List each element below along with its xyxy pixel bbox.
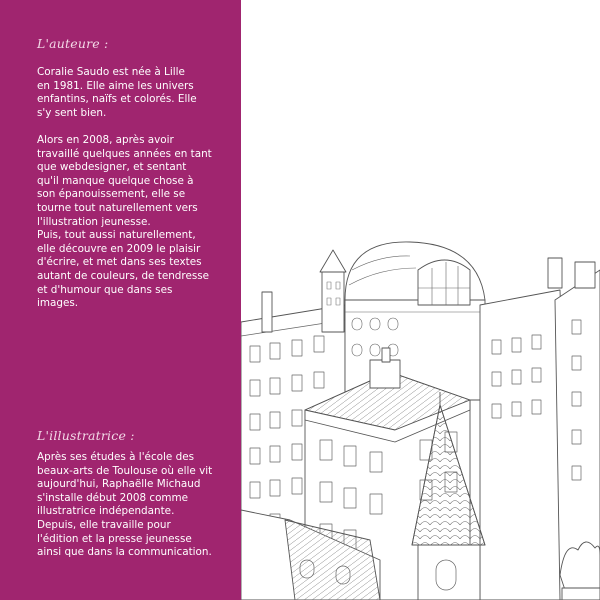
text-line: autant de couleurs, de tendresse (37, 269, 210, 282)
author-heading: L'auteure : (37, 36, 109, 51)
text-line: beaux-arts de Toulouse où elle vit (37, 464, 213, 477)
illustrator-heading: L'illustratrice : (37, 428, 135, 443)
text-panel (0, 0, 241, 600)
text-line: son épanouissement, elle se (37, 188, 186, 201)
text-line: elle découvre en 2009 le plaisir (37, 242, 201, 255)
text-line: illustratrice indépendante. (37, 505, 175, 518)
text-line: Puis, tout aussi naturellement, (37, 229, 196, 242)
text-line: qu'il manque quelque chose à (37, 174, 194, 187)
text-line: s'y sent bien. (37, 106, 107, 119)
author-bio-paragraph-2 (37, 134, 233, 311)
text-line: ainsi que dans la communication. (37, 546, 212, 559)
text-line: travaillé quelques années en tant (37, 147, 212, 160)
domed-building (345, 242, 485, 400)
author-bio-paragraph-1 (37, 66, 233, 120)
text-line: s'installe début 2008 comme (37, 491, 189, 504)
illustrator-bio-paragraph (37, 451, 233, 560)
city-rooftops-illustration (241, 0, 600, 600)
text-line: en 1981. Elle aime les univers (37, 79, 194, 92)
text-line: tourne tout naturellement vers (37, 201, 198, 214)
text-line: Après ses études à l'école des (37, 451, 194, 463)
text-line: Coralie Saudo est née à Lille (37, 66, 185, 78)
text-line: Depuis, elle travaille pour (37, 518, 171, 531)
text-line: que webdesigner, et sentant (37, 161, 187, 174)
text-line: images. (37, 297, 79, 310)
text-line: l'édition et la presse jeunesse (37, 532, 192, 545)
text-line: enfantins, naïfs et colorés. Elle (37, 93, 197, 106)
text-line: l'illustration jeunesse. (37, 215, 151, 228)
text-line: d'écrire, et met dans ses textes (37, 256, 202, 269)
text-line: aujourd'hui, Raphaëlle Michaud (37, 478, 201, 491)
text-line: et d'humour que dans ses (37, 283, 173, 296)
text-line: Alors en 2008, après avoir (37, 134, 174, 146)
